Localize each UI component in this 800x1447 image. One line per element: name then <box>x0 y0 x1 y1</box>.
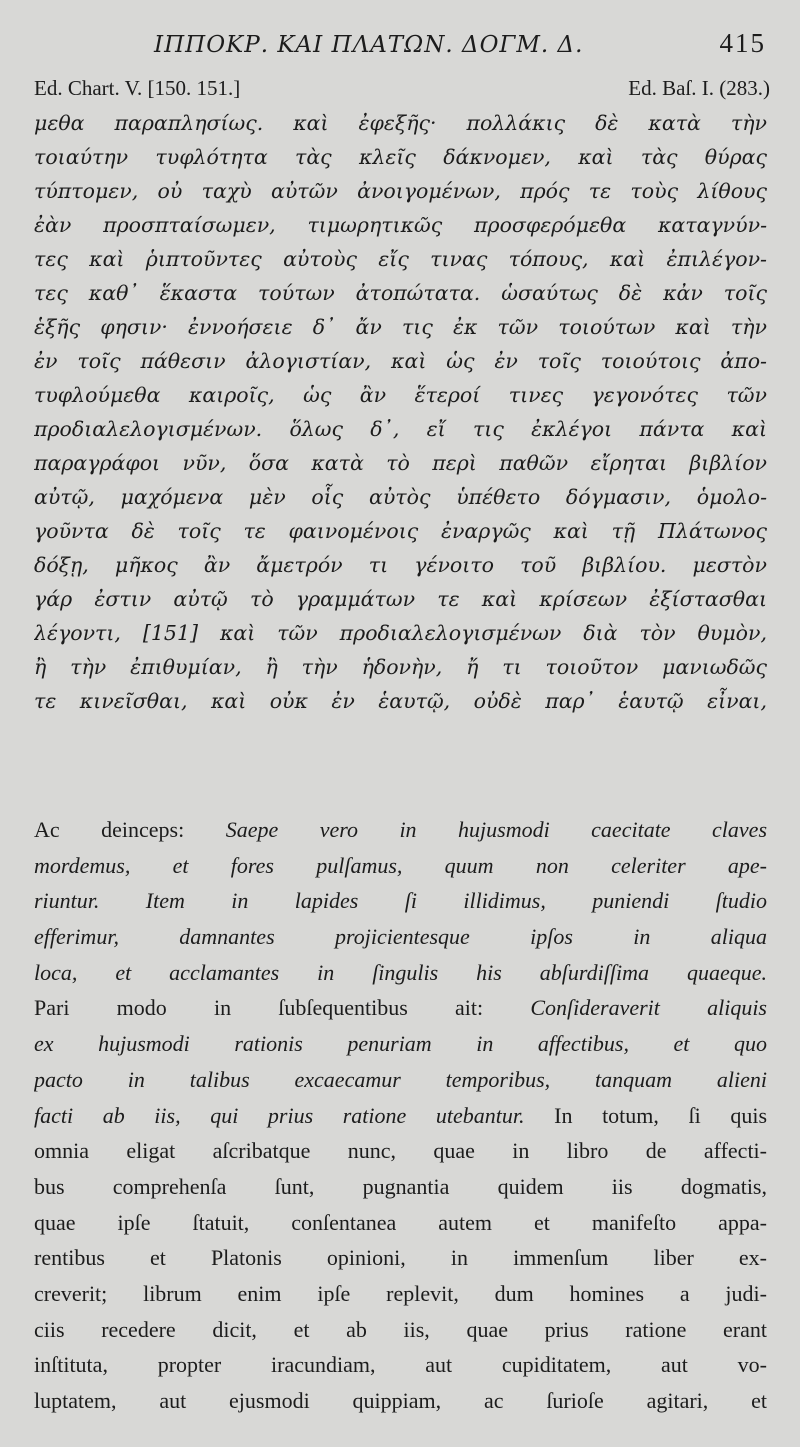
latin-italic-run: pacto in talibus excaecamur temporibus, tanquam alieni <box>34 1066 767 1092</box>
latin-line <box>34 883 767 919</box>
greek-line: τοιαύτην τυφλότητα τὰς κλεῖς δάκνομεν, καὶ τὰς θύρας <box>34 145 767 169</box>
greek-line: ἐν τοῖς πάθεσιν ἀλογιστίαν, καὶ ὡς ἐν τοῖς τοιούτοις ἀπο- <box>34 349 767 373</box>
latin-italic-run: facti ab iis, qui prius ratione utebantur. <box>34 1102 525 1128</box>
latin-roman-run: Pari modo in ſubſequentibus ait: <box>34 995 531 1021</box>
latin-translation <box>34 812 767 1419</box>
latin-line: bus comprehenſa ſunt, pugnantia quidem iis dogmatis, <box>34 1173 767 1199</box>
greek-line: ἑξῆς φησιν· ἐννοήσειε δ᾽ ἄν τις ἐκ τῶν τοιούτων καὶ τὴν <box>34 315 767 339</box>
latin-line <box>34 1026 767 1062</box>
running-head <box>34 26 770 64</box>
latin-line <box>34 955 767 991</box>
greek-line: τύπτομεν, οὐ ταχὺ αὐτῶν ἀνοιγομένων, πρός τε τοὺς λίθους <box>34 179 767 203</box>
greek-line: τυφλούμεθα καιροῖς, ὡς ἂν ἕτεροί τινες γεγονότες τῶν <box>34 383 767 407</box>
greek-line: μεθα παραπλησίως. καὶ ἐφεξῆς· πολλάκις δὲ κατὰ τὴν <box>34 111 767 135</box>
greek-line: λέγοντι, [151] καὶ τῶν προδιαλελογισμένων διὰ τὸν θυμὸν, <box>34 621 767 645</box>
greek-line: τες καθ᾽ ἕκαστα τούτων ἀτοπώτατα. ὡσαύτως δὲ κἀν τοῖς <box>34 281 767 305</box>
greek-line: παραγράφοι νῦν, ὅσα κατὰ τὸ περὶ παθῶν εἴρηται βιβλίον <box>34 451 767 475</box>
latin-italic-run: mordemus, et fores pulſamus, quum non celeriter ape- <box>34 852 767 878</box>
latin-line: luptatem, aut ejusmodi quippiam, ac ſurioſe agitari, et <box>34 1388 767 1413</box>
greek-line: τες καὶ ῥιπτοῦντες αὐτοὺς εἴς τινας τόπους, καὶ ἐπιλέγον- <box>34 247 767 271</box>
greek-line: δόξῃ, μῆκος ἂν ἄμετρόν τι γένοιτο τοῦ βιβλίου. μεστὸν <box>34 553 767 577</box>
greek-line: γοῦντα δὲ τοῖς τε φαινομένοις ἐναργῶς καὶ τῇ Πλάτωνος <box>34 519 767 543</box>
latin-italic-run: Saepe vero in hujusmodi caecitate claves <box>225 817 767 842</box>
latin-line: rentibus et Platonis opinioni, in immenſum liber ex- <box>34 1245 767 1271</box>
greek-line: γάρ ἐστιν αὐτῷ τὸ γραμμάτων τε καὶ κρίσεων ἐξίστασθαι <box>34 587 767 611</box>
greek-line: ἐὰν προσπταίσωμεν, τιμωρητικῶς προσφερόμεθα καταγνύν- <box>34 213 767 237</box>
latin-line: inſtituta, propter iracundiam, aut cupiditatem, aut vo- <box>34 1352 767 1378</box>
latin-line: ciis recedere dicit, et ab iis, quae prius ratione erant <box>34 1316 767 1342</box>
latin-roman-run: Ac deinceps: <box>34 817 226 842</box>
latin-line <box>34 990 767 1026</box>
latin-line <box>34 1062 767 1098</box>
latin-italic-run: Conſideraverit aliquis <box>530 995 767 1021</box>
page-number: 415 <box>719 28 766 58</box>
edition-reference-line <box>34 76 770 104</box>
greek-line: αὐτῷ, μαχόμενα μὲν οἷς αὐτὸς ὑπέθετο δόγμασιν, ὁμολο- <box>34 485 767 509</box>
edition-chartier: Ed. Chart. V. [150. 151.] <box>34 76 241 100</box>
greek-line: ἢ τὴν ἐπιθυμίαν, ἢ τὴν ἡδονὴν, ἤ τι τοιοῦτον μανιωδῶς <box>34 655 767 679</box>
greek-text <box>34 106 767 718</box>
latin-line <box>34 919 767 955</box>
latin-italic-run: riuntur. Item in lapides ſi illidimus, puniendi ſtudio <box>34 888 767 914</box>
latin-italic-run: ex hujusmodi rationis penuriam in affectibus, et quo <box>34 1031 767 1057</box>
latin-line <box>34 812 767 848</box>
latin-italic-run: loca, et acclamantes in ſingulis his abſurdiſſima quaeque. <box>34 959 767 985</box>
latin-line: creverit; librum enim ipſe replevit, dum homines a judi- <box>34 1280 767 1306</box>
greek-line: τε κινεῖσθαι, καὶ οὐκ ἐν ἑαυτῷ, οὐδὲ παρ᾽ ἑαυτῷ εἶναι, <box>34 689 767 713</box>
latin-line: omnia eligat aſcribatque nunc, quae in libro de affecti- <box>34 1138 767 1164</box>
edition-basel: Ed. Baſ. I. (283.) <box>628 76 770 100</box>
latin-roman-run: In totum, ſi quis <box>524 1102 767 1128</box>
latin-italic-run: efferimur, damnantes projicientesque ipſos in aliqua <box>34 924 767 950</box>
running-title: ΙΠΠΟΚΡ. ΚΑΙ ΠΛΑΤΩΝ. ΔΟΓΜ. Δ. <box>154 32 584 58</box>
latin-line <box>34 848 767 884</box>
greek-line: προδιαλελογισμένων. ὅλως δ᾽, εἴ τις ἐκλέγοι πάντα καὶ <box>34 417 767 441</box>
latin-line: quae ipſe ſtatuit, conſentanea autem et manifeſto appa- <box>34 1209 767 1235</box>
latin-line <box>34 1098 767 1134</box>
